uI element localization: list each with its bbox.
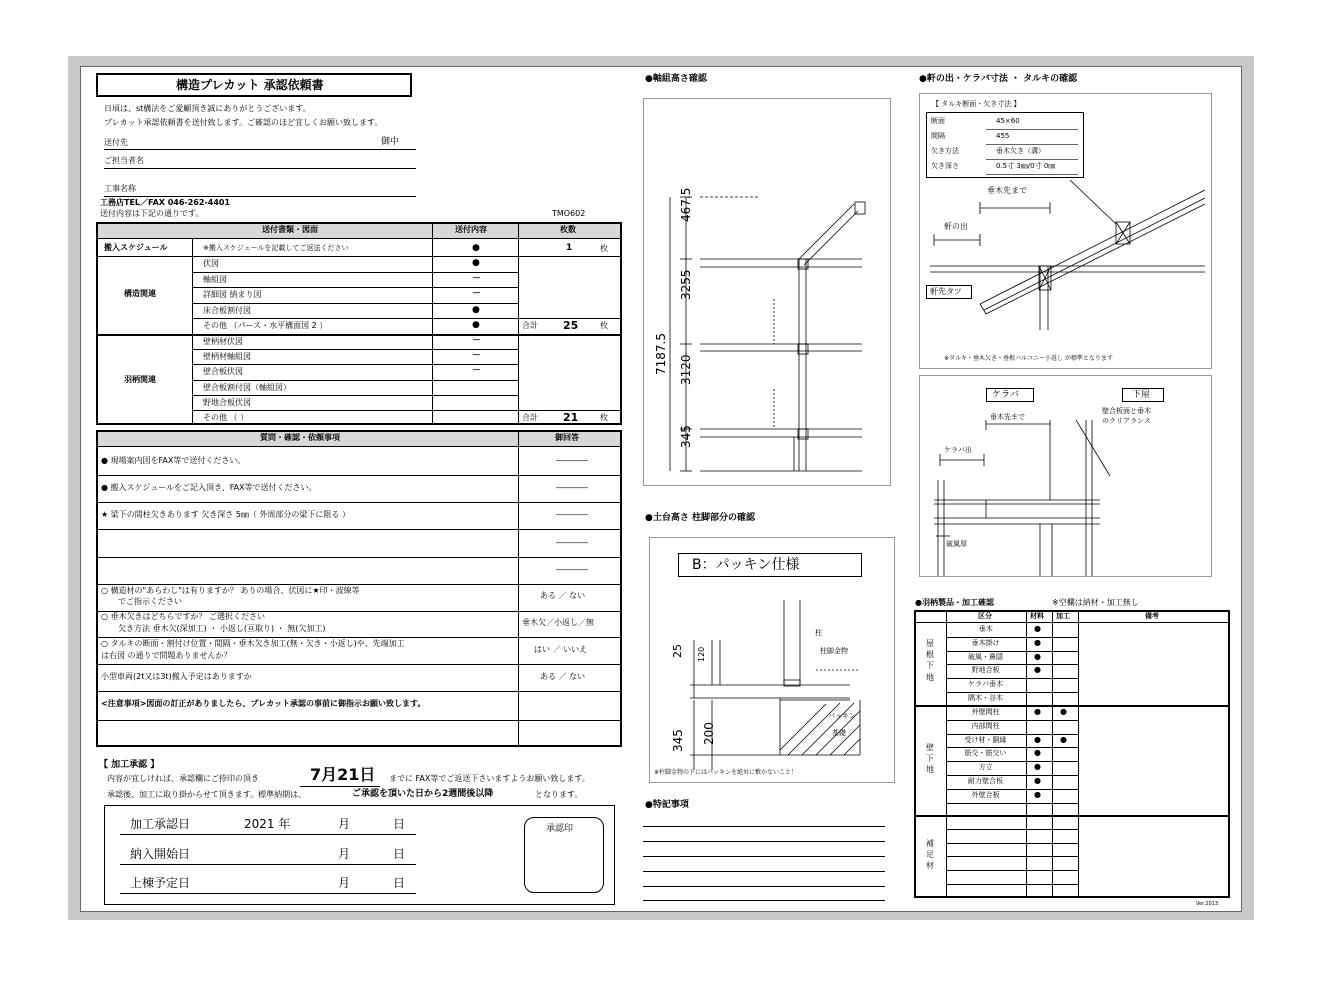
group1-total-label: 合計	[522, 321, 538, 330]
approval-row-1-year: 2021 年	[244, 817, 291, 831]
mat-col-process: 加工	[1056, 612, 1070, 620]
answer-1: ――――	[556, 456, 588, 465]
group2-item: 壁柄材伏図	[203, 337, 243, 346]
rafter-box-title: 【 タルキ断面・欠き寸法 】	[932, 100, 1021, 108]
rafter-spec-value: 455	[996, 132, 1010, 140]
axis-dimension-label: 3120	[679, 354, 693, 385]
mat-col-material: 材料	[1030, 612, 1044, 620]
schedule-unit: 枚	[600, 244, 608, 253]
eave-tip-label: 軒先タツ	[930, 287, 962, 296]
question-7: 小型車両(2t又は3t)搬入予定はありますか	[101, 672, 252, 681]
rafter-spec-value: 垂木欠き（溝）	[996, 147, 1045, 155]
mat-group2-process-mark: ●	[1060, 734, 1067, 744]
rafter-spec-key: 断面	[931, 117, 945, 125]
mat-group3-row-line	[946, 884, 1078, 885]
schedule-mark: ●	[472, 243, 480, 253]
axis-dimension-label: 3255	[679, 269, 693, 300]
eave-out-label: 軒の出	[944, 222, 968, 231]
approval-row-1-label: 加工承認日	[130, 817, 191, 831]
approval-deadline: 7月21日	[310, 765, 376, 784]
mat-col-category: 区分	[978, 612, 992, 620]
sill-dimension-label: 200	[702, 722, 716, 745]
mat-group2-item: 耐力壁合板	[968, 777, 1003, 785]
mat-group1-material-mark: ●	[1034, 637, 1041, 647]
axis-section-title: ●軸組高さ確認	[645, 74, 707, 84]
shita-note-1: 壁合板面と垂木	[1102, 407, 1151, 415]
mat-group1-item: 垂木	[978, 625, 993, 633]
group1-item: 床合板割付図	[203, 305, 251, 315]
sill-note: ※柱脚金物の下にはパッキンを絶対に敷かないこと！	[654, 769, 797, 776]
notice-text: <注意事項>図面の訂正がありましたら、プレカット承認の事前に御指示お願い致します。	[101, 699, 426, 708]
question-2: ● 搬入スケジュールをご記入頂き、FAX等で送付ください。	[101, 483, 317, 492]
mat-group2-row-line	[946, 761, 1078, 762]
mat-group1-item: 垂木掛け	[971, 638, 1000, 647]
person-label: ご担当者名	[104, 156, 144, 165]
group1-mark: ●	[472, 258, 480, 268]
to-rafter-label: 垂木先まで	[987, 186, 1027, 195]
approval-row-1-day: 日	[393, 817, 406, 831]
sill-foundation-label: 基礎	[832, 729, 846, 737]
approval-row-2-month: 月	[338, 847, 351, 861]
group1-total-unit: 枚	[600, 321, 608, 330]
question-1: ● 現場案内図をFAX等で送付ください。	[101, 456, 246, 465]
group1-row-line	[192, 272, 518, 273]
material-table-title: ●羽柄製品・加工確認	[915, 598, 994, 607]
group2-row-line	[192, 349, 518, 350]
mat-group1-item: 隅木・谷木	[968, 694, 1003, 702]
mat-group2-item: 内部間柱	[971, 721, 1000, 730]
approval-line-1-pre: 内容が宜しければ、承認欄にご捺印の頂き	[107, 774, 259, 783]
mat-group1-material-mark: ●	[1034, 651, 1041, 661]
mat-group3-row-line	[946, 829, 1078, 830]
mat-group-3: 補足材	[926, 839, 934, 871]
group1-row-line	[192, 287, 518, 288]
group1-mark: ●	[472, 304, 480, 315]
mat-group2-item: 外壁間柱	[971, 708, 1000, 716]
answer-3: ――――	[556, 510, 588, 519]
col-question-header: 質問・確認・依頼事項	[260, 433, 340, 442]
send-to-suffix: 御中	[381, 137, 400, 147]
mat-group2-material-mark: ●	[1034, 776, 1041, 785]
mat-group3-row-line	[946, 843, 1078, 844]
fascia-label: 破風厚	[946, 540, 967, 548]
schedule-count: 1	[566, 243, 573, 253]
contact-line: 工務店TEL／FAX 046-262-4401	[100, 198, 231, 207]
group1-mark: －	[472, 289, 482, 300]
mat-group-2: 壁下地	[926, 743, 934, 775]
eave-section-title: ●軒の出・ケラバ寸法 ・ タルキの確認	[919, 74, 1078, 84]
group2-item: その他 （ ）	[203, 413, 249, 422]
sill-packing-label: パッキン	[828, 712, 856, 720]
approval-row-3-month: 月	[338, 876, 351, 890]
mat-group2-material-mark: ●	[1034, 789, 1041, 799]
group1-row-line	[192, 303, 518, 304]
rafter-spec-line	[986, 159, 1078, 160]
approval-line-2-bold: ご承認を頂いた日から2週間後以降	[352, 789, 494, 799]
mat-group1-item: ケラバ垂木	[968, 680, 1003, 689]
axis-dimension-label: 7187.5	[654, 333, 668, 375]
answer-4: ある ／ ない	[540, 591, 586, 600]
group1-total: 25	[563, 319, 579, 332]
schedule-note: ※搬入スケジュールを記載してご返送ください	[203, 244, 349, 252]
question-3: ★ 梁下の間柱欠きあります 欠き深さ 5㎜（ 外周部分の梁下に限る ）	[101, 510, 350, 519]
material-table	[914, 610, 1230, 898]
packing-title: B：パッキン仕様	[692, 557, 800, 573]
approval-row-2-label: 納入開始日	[130, 847, 191, 861]
sill-drawing	[650, 580, 894, 780]
group2-total-label: 合計	[522, 413, 538, 422]
group2-row-line	[192, 395, 518, 396]
group2-mark: －	[472, 336, 482, 346]
col-count-header: 枚数	[560, 225, 576, 234]
mat-col-remarks: 備考	[1145, 612, 1159, 620]
sill-post-label: 柱	[815, 629, 822, 637]
approval-row-2-day: 日	[393, 847, 406, 861]
rafter-spec-line	[986, 129, 1078, 130]
mat-group2-item: 筋交・筋交い	[964, 749, 1007, 758]
group1-row-line	[192, 318, 518, 319]
send-to-label: 送付先	[104, 138, 128, 147]
mat-group1-material-mark: ●	[1034, 624, 1041, 633]
document-code: TMO602	[552, 209, 586, 218]
mat-group2-item: 受け材・胴縁	[964, 735, 1007, 744]
axis-dimension-label: 467.5	[679, 187, 693, 222]
approval-row-1-month: 月	[338, 817, 351, 831]
deadline-underline	[300, 786, 380, 787]
rafter-spec-line	[986, 144, 1078, 145]
shita-title: 下屋	[1132, 390, 1151, 400]
mat-group2-material-mark: ●	[1034, 707, 1041, 716]
remarks-title: ●特記事項	[645, 800, 689, 810]
approval-row-3-day: 日	[393, 876, 406, 890]
question-5-line-2: 欠き方法 垂木欠(深加工) ・ 小返し(亘取り) ・ 無(欠加工)	[118, 624, 326, 633]
mat-group3-row-line	[946, 870, 1078, 871]
document-title: 構造プレカット 承認依頼書	[176, 78, 324, 92]
version-label: Ver.2013	[1196, 901, 1219, 907]
eave-footnote: ※タルキ・垂木欠き・垂根バルコニー小返し が標準となります	[944, 355, 1113, 362]
material-table-note: ※空欄は納材・加工無し	[1052, 598, 1139, 607]
col-answer-header: 御回答	[555, 433, 579, 442]
mat-group2-row-line	[946, 720, 1078, 721]
rafter-spec-key: 欠き深さ	[931, 162, 959, 170]
question-5-line-1: ○ 垂木欠きはどちらですか？ ご選択ください	[101, 612, 265, 621]
rafter-spec-line	[986, 174, 1078, 175]
group2-row-line	[192, 380, 518, 381]
sill-dimension-label: 120	[697, 646, 706, 662]
approval-line-1-post: までに FAX等でご返送下さいますようお願い致します。	[389, 774, 590, 783]
mat-group3-row-line	[946, 856, 1078, 857]
approval-row-1-line	[120, 834, 416, 835]
question-4-line-2: でご指示ください	[118, 597, 182, 606]
mat-group1-row-line	[946, 664, 1078, 665]
mat-group2-item: 外壁合板	[971, 790, 1000, 799]
question-6-line-2: は右図 の通りで問題ありませんか？	[101, 651, 232, 660]
sill-dimension-label: 25	[671, 644, 684, 658]
project-line	[104, 196, 416, 197]
stamp-label: 承認印	[546, 824, 574, 834]
answer-blank-1: ――――	[556, 538, 588, 547]
axis-dimension-label: 345	[679, 425, 693, 448]
keraba-to-rafter: 垂木先まで	[990, 413, 1025, 421]
mat-group2-row-line	[946, 803, 1078, 804]
mat-group1-row-line	[946, 637, 1078, 638]
approval-row-3-label: 上棟予定日	[130, 876, 191, 890]
mat-group-1: 屋根下地	[926, 639, 934, 682]
col-contents-header: 送付内容	[455, 225, 487, 234]
mat-group1-item: 野地合板	[971, 666, 1000, 675]
rafter-spec-key: 間隔	[931, 132, 945, 140]
group2-mark: －	[472, 366, 482, 377]
group2-mark: －	[472, 351, 482, 362]
mat-group2-item: 方立	[978, 763, 993, 772]
group1-item: 軸組図	[203, 274, 227, 284]
eave-drawing	[920, 180, 1211, 368]
approval-row-3-line	[120, 893, 416, 894]
sill-hardware-label: 柱脚金物	[820, 647, 848, 655]
answer-2: ――――	[556, 483, 588, 492]
col-docs-header: 送付書類・図面	[262, 225, 318, 234]
rafter-spec-value: 45×60	[996, 117, 1020, 125]
mat-group1-row-line	[946, 651, 1078, 652]
project-label: 工事名称	[104, 184, 136, 193]
intro-line-1: 日頃は、st構法をご愛顧頂き誠にありがとうございます。	[104, 104, 311, 113]
answer-5: 垂木欠／小返し／無	[522, 618, 594, 627]
mat-group2-material-mark: ●	[1034, 734, 1041, 744]
group1-item: 詳細図 納まり図	[203, 290, 262, 300]
send-to-line	[104, 149, 416, 150]
intro-line-2: プレカット承認依頼書を送付致します。ご確認のほど宜しくお願い致します。	[104, 118, 383, 127]
mat-group1-row-line	[946, 706, 1078, 707]
mat-group2-process-mark: ●	[1060, 707, 1067, 716]
group2-item: 野地合板伏図	[203, 397, 251, 407]
sill-dimension-label: 345	[671, 729, 685, 752]
mat-group2-material-mark: ●	[1034, 748, 1041, 758]
approval-heading: 【 加工承認 】	[99, 760, 160, 770]
group2-label: 羽柄関連	[124, 375, 156, 384]
mat-group1-row-line	[946, 692, 1078, 693]
person-line	[104, 168, 416, 169]
group1-mark: －	[472, 273, 482, 284]
answer-6: はい ／ いいえ	[534, 645, 588, 654]
answer-7: ある ／ ない	[540, 672, 586, 681]
group1-item: 伏図	[203, 259, 219, 268]
shita-note-2: のクリアランス	[1102, 417, 1151, 425]
sent-note: 送付内容は下記の通りです。	[100, 209, 204, 218]
schedule-label: 搬入スケジュール	[104, 243, 168, 252]
keraba-title: ケラバ	[992, 390, 1020, 400]
group2-item: 壁合板伏図	[203, 367, 243, 377]
mat-group2-material-mark: ●	[1034, 762, 1041, 772]
approval-line-2-post: となります。	[535, 790, 583, 799]
approval-line-2-pre: 承認後、加工に取り掛からせて頂きます。標準納期は、	[107, 790, 307, 799]
keraba-out-label: ケラバ出	[944, 446, 972, 454]
mat-group1-item: 破風・鼻隠	[968, 652, 1003, 661]
rafter-spec-value: 0.5寸 3㎜/0寸 0㎜	[996, 162, 1056, 170]
group2-total: 21	[563, 411, 579, 424]
sill-section-title: ●土台高さ 柱脚部分の確認	[645, 513, 755, 523]
mat-group2-row-line	[946, 775, 1078, 776]
approval-row-2-line	[120, 864, 416, 865]
rafter-spec-key: 欠き方法	[931, 147, 959, 155]
question-6-line-1: ○ タルキの断面・割付け位置・間隔・垂木欠き加工(無・欠き・小返し)や、先端加工	[101, 639, 405, 648]
answer-blank-2: ――――	[556, 565, 588, 574]
group1-item: その他 （パース・水平構面図 2 ）	[203, 321, 328, 331]
group1-label: 構造関連	[124, 289, 156, 298]
mat-group1-row-line	[946, 678, 1078, 679]
group2-row-line	[192, 410, 518, 411]
mat-group2-row-line	[946, 734, 1078, 735]
question-4-line-1: ○ 構造材の"あらわし"は有りますか？ ありの場合、伏図に★印・波線等	[101, 586, 360, 595]
group2-item: 壁柄材軸組図	[203, 352, 251, 362]
group1-mark: ●	[472, 320, 480, 331]
group2-item: 壁合板割付図（軸組図）	[203, 382, 291, 392]
mat-group1-material-mark: ●	[1034, 665, 1041, 675]
mat-group2-row-line	[946, 789, 1078, 790]
group2-total-unit: 枚	[600, 413, 608, 422]
group2-row-line	[192, 364, 518, 365]
